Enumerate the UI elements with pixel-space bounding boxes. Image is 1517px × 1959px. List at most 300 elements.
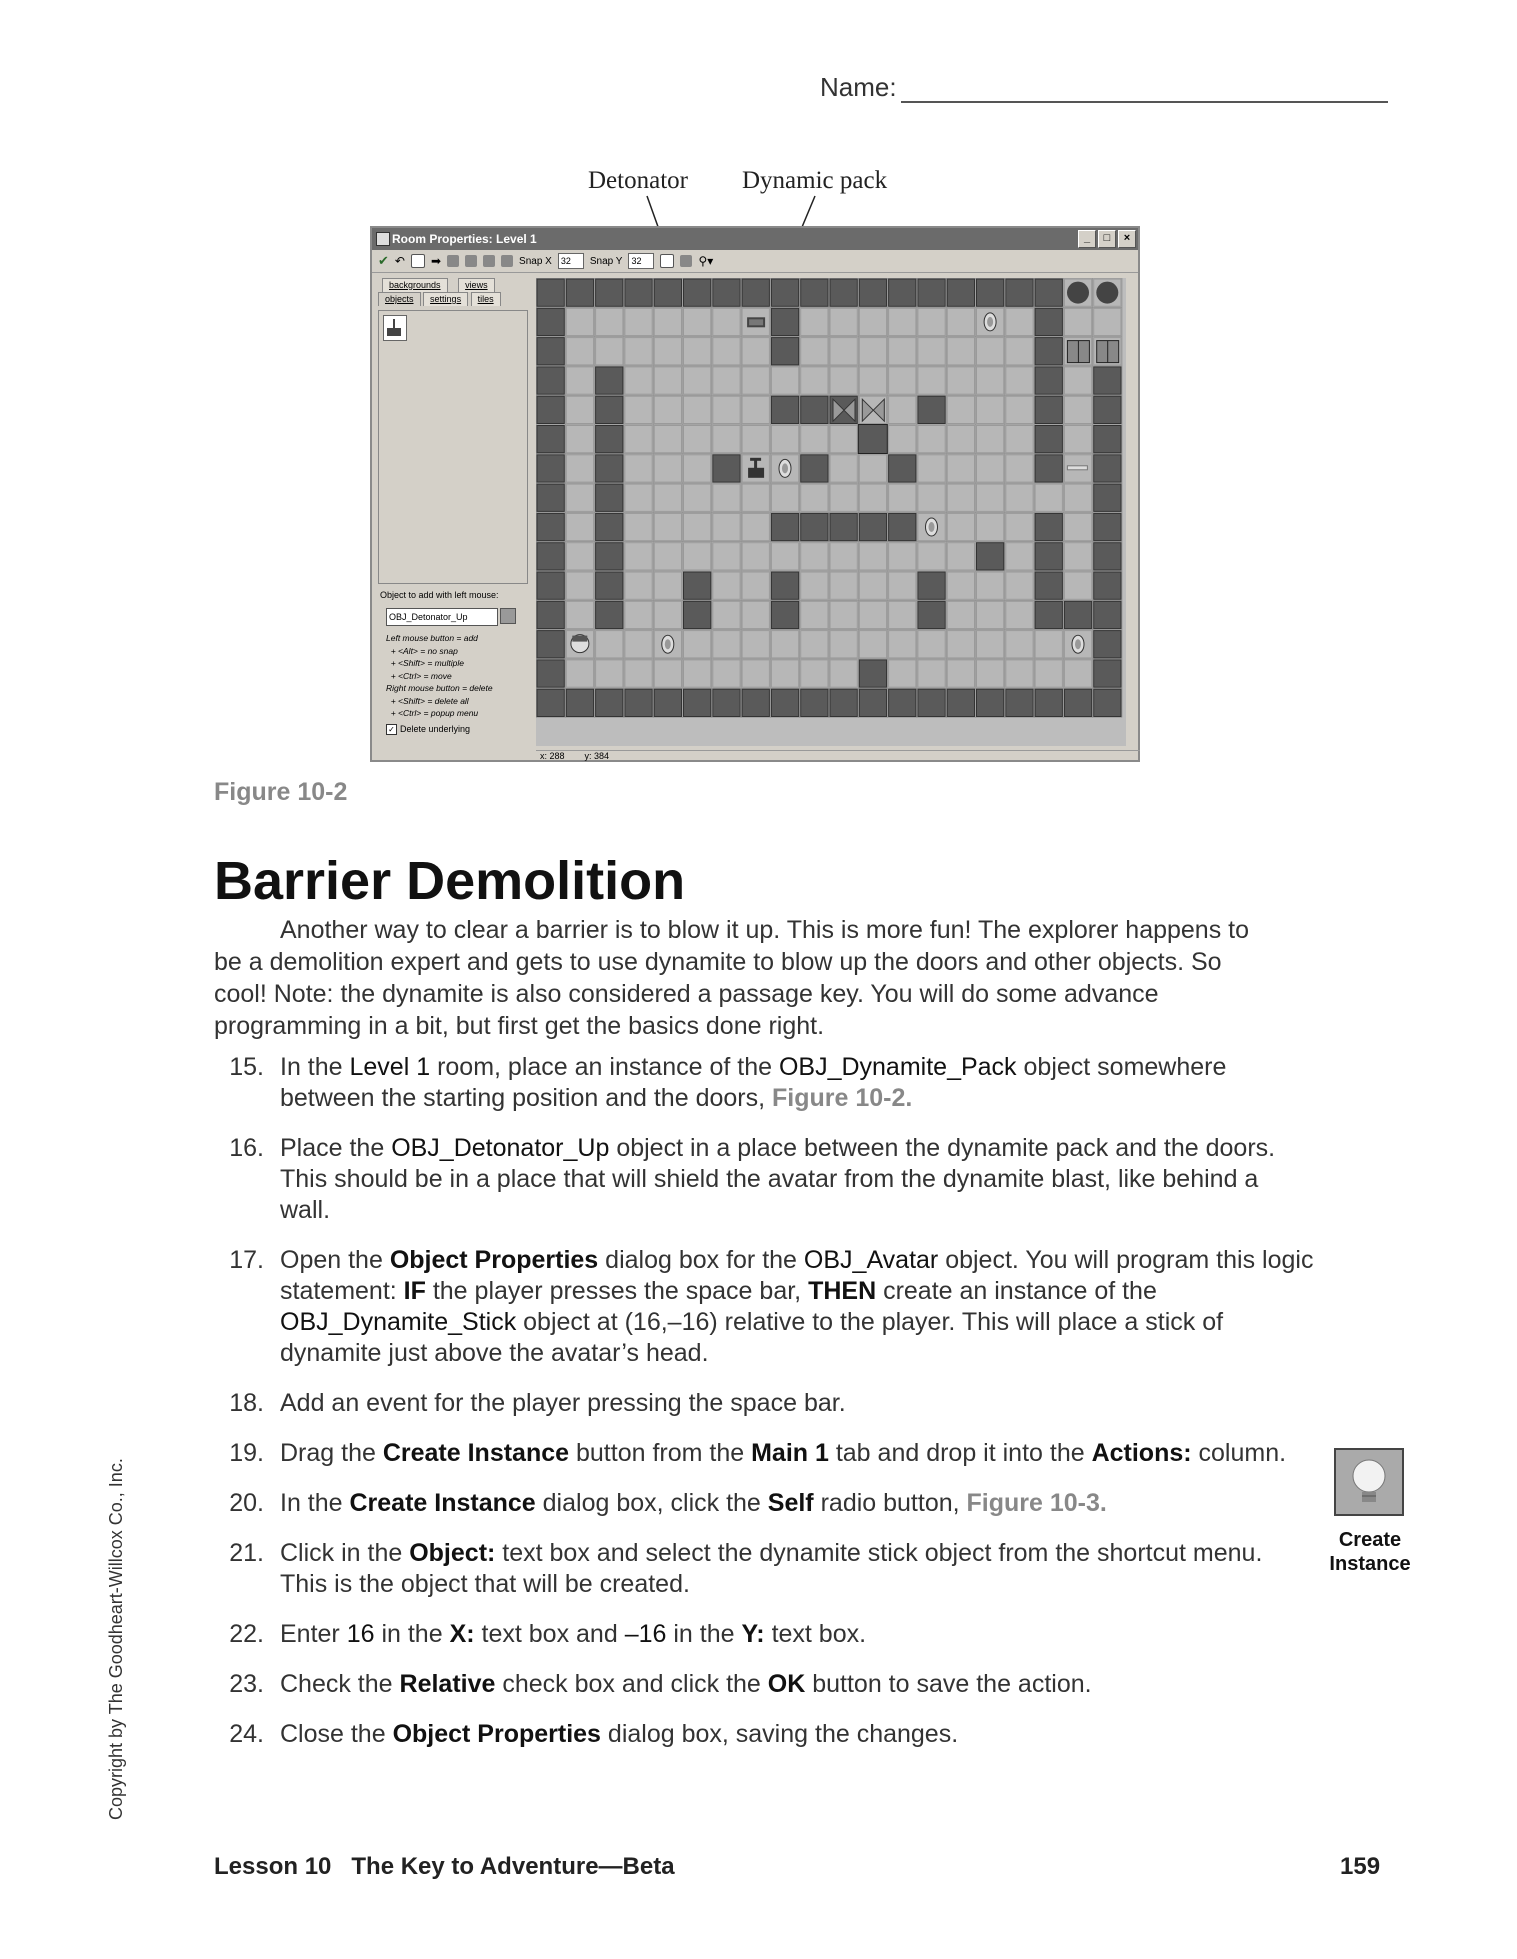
page-number: 159 <box>1340 1853 1381 1880</box>
create-instance-label: Create Instance <box>1329 1529 1411 1575</box>
wall-tile <box>1035 455 1062 482</box>
minimize-button[interactable]: _ <box>1078 230 1096 248</box>
wall-tile <box>684 572 711 599</box>
tab-views[interactable]: views <box>458 278 495 292</box>
window-app-icon <box>376 232 390 246</box>
floor-tile <box>713 484 740 511</box>
floor-tile <box>1006 513 1033 540</box>
wall-tile <box>1006 689 1033 716</box>
floor-tile <box>566 572 593 599</box>
wall-tile <box>537 308 564 335</box>
floor-tile <box>596 308 623 335</box>
wall-tile <box>596 484 623 511</box>
wall-tile <box>537 543 564 570</box>
step-16: 16. Place the OBJ_Detonator_Up object in a place between the dynamite pack and the doors. This should be in a place that will shield the avatar from the dynamite blast, like behind a wall. <box>229 1134 1276 1224</box>
floor-tile <box>801 367 828 394</box>
room-toolbar <box>372 250 1138 273</box>
floor-tile <box>1064 396 1091 423</box>
floor-tile <box>918 631 945 658</box>
wall-tile <box>830 279 857 306</box>
floor-tile <box>596 660 623 687</box>
wall-tile <box>1035 572 1062 599</box>
floor-tile <box>654 513 681 540</box>
floor-tile <box>596 338 623 365</box>
floor-tile <box>889 572 916 599</box>
name-label: Name: <box>820 72 897 102</box>
wall-tile <box>654 689 681 716</box>
floor-tile <box>889 338 916 365</box>
floor-tile <box>947 426 974 453</box>
tab-backgrounds[interactable]: backgrounds <box>382 278 448 292</box>
room-grid[interactable] <box>536 278 1126 746</box>
floor-tile <box>918 308 945 335</box>
floor-tile <box>713 367 740 394</box>
floor-tile <box>625 455 652 482</box>
delete-underlying-option[interactable] <box>386 724 470 735</box>
floor-tile <box>977 601 1004 628</box>
floor-tile <box>977 367 1004 394</box>
ok-check-icon[interactable]: ✔ <box>378 253 389 268</box>
wall-tile <box>801 455 828 482</box>
floor-tile <box>713 396 740 423</box>
door-object <box>1067 341 1089 363</box>
object-list[interactable] <box>378 310 528 584</box>
step-23: 23. Check the Relative check box and click the OK button to save the action. <box>229 1670 1092 1698</box>
floor-tile <box>947 513 974 540</box>
wall-tile <box>596 426 623 453</box>
intro-paragraph <box>214 914 1274 1042</box>
floor-tile <box>1006 601 1033 628</box>
wall-tile <box>684 279 711 306</box>
avatar-object <box>571 635 589 653</box>
object-picker-icon[interactable] <box>500 608 516 624</box>
step-17: 17. Open the Object Properties dialog box for the OBJ_Avatar object. You will program this logic statement: IF the player presses the space bar, THEN create an instance of the OBJ_Dynamite_Stick object at (16,–16) relative to the player. This will place a stick of dynamite just above the avatar’s head. <box>229 1246 1314 1367</box>
floor-tile <box>684 338 711 365</box>
step-24: 24. Close the Object Properties dialog box, saving the changes. <box>229 1720 959 1748</box>
floor-tile <box>771 543 798 570</box>
step-18: 18. Add an event for the player pressing the space bar. <box>229 1389 846 1417</box>
floor-tile <box>684 396 711 423</box>
floor-tile <box>742 572 769 599</box>
floor-tile <box>742 484 769 511</box>
floor-tile <box>977 338 1004 365</box>
floor-tile <box>830 426 857 453</box>
floor-tile <box>918 338 945 365</box>
wall-tile <box>742 689 769 716</box>
wall-tile <box>625 279 652 306</box>
floor-tile <box>859 484 886 511</box>
steps-list <box>214 1052 1314 1750</box>
floor-tile <box>977 426 1004 453</box>
wall-tile <box>596 689 623 716</box>
wall-tile <box>918 689 945 716</box>
wall-tile <box>1094 543 1121 570</box>
snap-x-input[interactable]: 32 <box>558 253 584 269</box>
floor-tile <box>625 338 652 365</box>
floor-tile <box>742 367 769 394</box>
floor-tile <box>1064 572 1091 599</box>
callout-detonator: Detonator <box>588 167 688 194</box>
figure-caption: Figure 10-2 <box>214 778 348 806</box>
floor-tile <box>1064 543 1091 570</box>
intro-text: Another way to clear a barrier is to blow it up. This is more fun! The explorer happens to be a demolition expert and gets to use dynamite to blow up the doors and other objects. So cool! Note: the dynamite is also considered a passage key. You will do some advance programming in a bit, but first get the basics done right. <box>214 916 1250 1040</box>
wall-tile <box>537 279 564 306</box>
floor-tile <box>1064 660 1091 687</box>
floor-tile <box>625 426 652 453</box>
delete-underlying-label: Delete underlying <box>400 724 471 734</box>
figure-10-2-ref: Figure 10-2. <box>772 1084 913 1112</box>
tree-object <box>1096 282 1118 304</box>
floor-tile <box>596 631 623 658</box>
floor-tile <box>977 513 1004 540</box>
floor-tile <box>742 631 769 658</box>
floor-tile <box>830 308 857 335</box>
floor-tile <box>742 601 769 628</box>
wall-tile <box>801 513 828 540</box>
floor-tile <box>830 631 857 658</box>
clear-icon[interactable] <box>411 254 425 268</box>
wall-tile <box>537 660 564 687</box>
floor-tile <box>918 660 945 687</box>
wall-tile <box>889 689 916 716</box>
floor-tile <box>830 601 857 628</box>
wall-tile <box>596 396 623 423</box>
floor-tile <box>684 426 711 453</box>
dynamite-pack-object <box>747 317 765 327</box>
wall-tile <box>830 513 857 540</box>
floor-tile <box>977 396 1004 423</box>
wall-tile <box>1035 426 1062 453</box>
tab-settings[interactable]: settings <box>423 292 468 306</box>
floor-tile <box>830 660 857 687</box>
floor-tile <box>566 660 593 687</box>
floor-tile <box>654 660 681 687</box>
floor-tile <box>713 631 740 658</box>
wall-tile <box>771 308 798 335</box>
floor-tile <box>771 426 798 453</box>
floor-tile <box>625 631 652 658</box>
floor-tile <box>1006 455 1033 482</box>
floor-tile <box>566 455 593 482</box>
floor-tile <box>742 396 769 423</box>
floor-tile <box>830 338 857 365</box>
floor-tile <box>1064 513 1091 540</box>
selected-object-icon[interactable] <box>383 315 407 341</box>
floor-tile <box>947 338 974 365</box>
wall-tile <box>596 367 623 394</box>
floor-tile <box>566 396 593 423</box>
wall-tile <box>596 601 623 628</box>
floor-tile <box>889 601 916 628</box>
floor-tile <box>918 543 945 570</box>
wall-tile <box>830 689 857 716</box>
wall-tile <box>801 396 828 423</box>
wall-tile <box>918 601 945 628</box>
close-button[interactable]: × <box>1118 230 1136 248</box>
floor-tile <box>830 484 857 511</box>
copyright-notice: Copyright by The Goodheart-Willcox Co., Inc. <box>106 1458 126 1820</box>
floor-tile <box>684 631 711 658</box>
room-left-panel <box>376 278 530 740</box>
floor-tile <box>889 367 916 394</box>
wall-tile <box>1094 689 1121 716</box>
wall-tile <box>537 367 564 394</box>
floor-tile <box>654 396 681 423</box>
figure-10-3-ref: Figure 10-3. <box>966 1489 1107 1517</box>
sort-y-icon[interactable] <box>465 255 477 267</box>
floor-tile <box>830 543 857 570</box>
tabs-row-2 <box>376 292 530 306</box>
floor-tile <box>625 543 652 570</box>
gem-object <box>779 459 791 477</box>
wall-tile <box>1035 279 1062 306</box>
floor-tile <box>801 543 828 570</box>
wall-tile <box>1035 367 1062 394</box>
door-object <box>1097 341 1119 363</box>
floor-tile <box>1035 484 1062 511</box>
floor-tile <box>742 660 769 687</box>
floor-tile <box>566 367 593 394</box>
wall-tile <box>537 455 564 482</box>
wall-tile <box>713 689 740 716</box>
floor-tile <box>1006 396 1033 423</box>
floor-tile <box>684 455 711 482</box>
floor-tile <box>889 396 916 423</box>
wall-tile <box>859 513 886 540</box>
floor-tile <box>566 308 593 335</box>
wall-tile <box>771 689 798 716</box>
wall-tile <box>684 601 711 628</box>
wall-tile <box>537 396 564 423</box>
wall-tile <box>977 543 1004 570</box>
floor-tile <box>713 543 740 570</box>
wall-tile <box>742 279 769 306</box>
floor-tile <box>625 660 652 687</box>
wall-tile <box>596 455 623 482</box>
floor-tile <box>889 426 916 453</box>
floor-tile <box>684 367 711 394</box>
wall-tile <box>537 426 564 453</box>
floor-tile <box>977 660 1004 687</box>
floor-tile <box>684 484 711 511</box>
room-editor-canvas[interactable] <box>536 278 1126 746</box>
wall-tile <box>537 338 564 365</box>
wall-tile <box>889 455 916 482</box>
snap-x-label: Snap X <box>519 255 552 267</box>
wall-tile <box>977 279 1004 306</box>
room-properties-window <box>370 226 1140 762</box>
sort-x-icon[interactable] <box>447 255 459 267</box>
wall-tile <box>625 689 652 716</box>
floor-tile <box>566 601 593 628</box>
floor-tile <box>801 601 828 628</box>
floor-tile <box>918 455 945 482</box>
floor-tile <box>771 484 798 511</box>
snap-y-input[interactable]: 32 <box>628 253 654 269</box>
unlock-icon[interactable] <box>501 255 513 267</box>
callout-dynamic-pack: Dynamic pack <box>742 167 888 194</box>
floor-tile <box>859 631 886 658</box>
floor-tile <box>566 338 593 365</box>
floor-tile <box>889 308 916 335</box>
floor-tile <box>566 543 593 570</box>
delete-underlying-checkbox[interactable]: ✓ <box>386 724 397 735</box>
floor-tile <box>1006 631 1033 658</box>
floor-tile <box>1035 660 1062 687</box>
undo-icon[interactable]: ↶ <box>394 254 405 268</box>
floor-tile <box>742 543 769 570</box>
floor-tile <box>742 426 769 453</box>
wall-tile <box>537 631 564 658</box>
floor-tile <box>977 572 1004 599</box>
floor-tile <box>1006 367 1033 394</box>
floor-tile <box>654 455 681 482</box>
step-22: 22. Enter 16 in the X: text box and –16 in the Y: text box. <box>229 1620 867 1648</box>
floor-tile <box>801 308 828 335</box>
floor-tile <box>977 484 1004 511</box>
floor-tile <box>684 660 711 687</box>
wall-tile <box>1094 367 1121 394</box>
wall-tile <box>596 572 623 599</box>
floor-tile <box>625 367 652 394</box>
wall-tile <box>1035 396 1062 423</box>
floor-tile <box>801 338 828 365</box>
wall-tile <box>1094 455 1121 482</box>
wall-tile <box>1094 396 1121 423</box>
floor-tile <box>801 660 828 687</box>
zoom-icon[interactable]: ⚲▾ <box>698 254 714 268</box>
floor-tile <box>566 426 593 453</box>
floor-tile <box>625 308 652 335</box>
floor-tile <box>947 631 974 658</box>
wall-tile <box>537 572 564 599</box>
floor-tile <box>566 484 593 511</box>
floor-tile <box>947 660 974 687</box>
room-statusbar <box>536 750 1140 763</box>
floor-tile <box>947 367 974 394</box>
floor-tile <box>947 308 974 335</box>
wall-tile <box>596 513 623 540</box>
floor-tile <box>1006 484 1033 511</box>
floor-tile <box>859 455 886 482</box>
wall-tile <box>889 513 916 540</box>
floor-tile <box>977 631 1004 658</box>
wall-tile <box>1094 513 1121 540</box>
floor-tile <box>1006 572 1033 599</box>
wall-tile <box>596 279 623 306</box>
floor-tile <box>977 455 1004 482</box>
gem-object <box>1072 635 1084 653</box>
floor-tile <box>566 513 593 540</box>
window-titlebar <box>372 228 1138 250</box>
wall-tile <box>918 396 945 423</box>
wall-tile <box>596 543 623 570</box>
floor-tile <box>830 455 857 482</box>
wall-tile <box>1035 338 1062 365</box>
object-to-add-field[interactable]: OBJ_Detonator_Up <box>386 608 498 626</box>
step-15: 15. In the Level 1 room, place an instance of the OBJ_Dynamite_Pack object somewhere between the starting position and the doors, Figure 10-2. <box>229 1053 1227 1112</box>
gem-object <box>926 518 938 536</box>
floor-tile <box>947 484 974 511</box>
floor-tile <box>947 396 974 423</box>
wall-tile <box>918 279 945 306</box>
isometric-icon[interactable] <box>680 255 692 267</box>
floor-tile <box>889 484 916 511</box>
floor-tile <box>859 572 886 599</box>
floor-tile <box>654 308 681 335</box>
wall-tile <box>859 660 886 687</box>
floor-tile <box>654 484 681 511</box>
floor-tile <box>1006 308 1033 335</box>
wall-tile <box>771 513 798 540</box>
floor-tile <box>654 367 681 394</box>
floor-tile <box>889 543 916 570</box>
floor-tile <box>771 367 798 394</box>
floor-tile <box>1094 308 1121 335</box>
wall-tile <box>684 689 711 716</box>
floor-tile <box>1035 631 1062 658</box>
grid-toggle-icon[interactable] <box>660 254 674 268</box>
floor-tile <box>684 513 711 540</box>
floor-tile <box>625 396 652 423</box>
wall-tile <box>537 689 564 716</box>
step-21: 21. Click in the Object: text box and select the dynamite stick object from the shortcut menu. This is the object that will be created. <box>229 1539 1263 1598</box>
block-object <box>858 425 887 454</box>
floor-tile <box>859 543 886 570</box>
wall-tile <box>1006 279 1033 306</box>
floor-tile <box>654 601 681 628</box>
floor-tile <box>1064 484 1091 511</box>
floor-tile <box>918 484 945 511</box>
wall-tile <box>1094 631 1121 658</box>
wall-tile <box>918 572 945 599</box>
wall-tile <box>713 279 740 306</box>
floor-tile <box>713 513 740 540</box>
floor-tile <box>713 426 740 453</box>
floor-tile <box>801 484 828 511</box>
floor-tile <box>1064 308 1091 335</box>
shift-icon[interactable]: ➡ <box>430 254 442 268</box>
floor-tile <box>918 426 945 453</box>
floor-tile <box>830 367 857 394</box>
wall-tile <box>889 279 916 306</box>
wall-tile <box>713 455 740 482</box>
lock-icon[interactable] <box>483 255 495 267</box>
floor-tile <box>1064 426 1091 453</box>
floor-tile <box>947 572 974 599</box>
floor-tile <box>859 338 886 365</box>
floor-tile <box>1006 426 1033 453</box>
floor-tile <box>742 513 769 540</box>
floor-tile <box>654 338 681 365</box>
wall-tile <box>1064 689 1091 716</box>
floor-tile <box>859 367 886 394</box>
floor-tile <box>801 631 828 658</box>
wall-tile <box>977 689 1004 716</box>
gem-object <box>662 635 674 653</box>
step-19: 19. Drag the Create Instance button from the Main 1 tab and drop it into the Actions: column. <box>229 1439 1287 1467</box>
wall-tile <box>947 279 974 306</box>
maximize-button[interactable]: □ <box>1098 230 1116 248</box>
wall-tile <box>537 601 564 628</box>
floor-tile <box>947 601 974 628</box>
tab-objects[interactable]: objects <box>378 292 421 306</box>
mouse-help-text: Left mouse button = add + <Alt> = no snap + <Shift> = multiple + <Ctrl> = move Right mouse button = delete + <Shift> = delete all + <Ctrl> = popup menu <box>386 633 493 718</box>
status-y: y: 384 <box>584 751 610 761</box>
tab-tiles[interactable]: tiles <box>471 292 501 306</box>
floor-tile <box>654 572 681 599</box>
status-x: x: 288 <box>540 751 565 761</box>
